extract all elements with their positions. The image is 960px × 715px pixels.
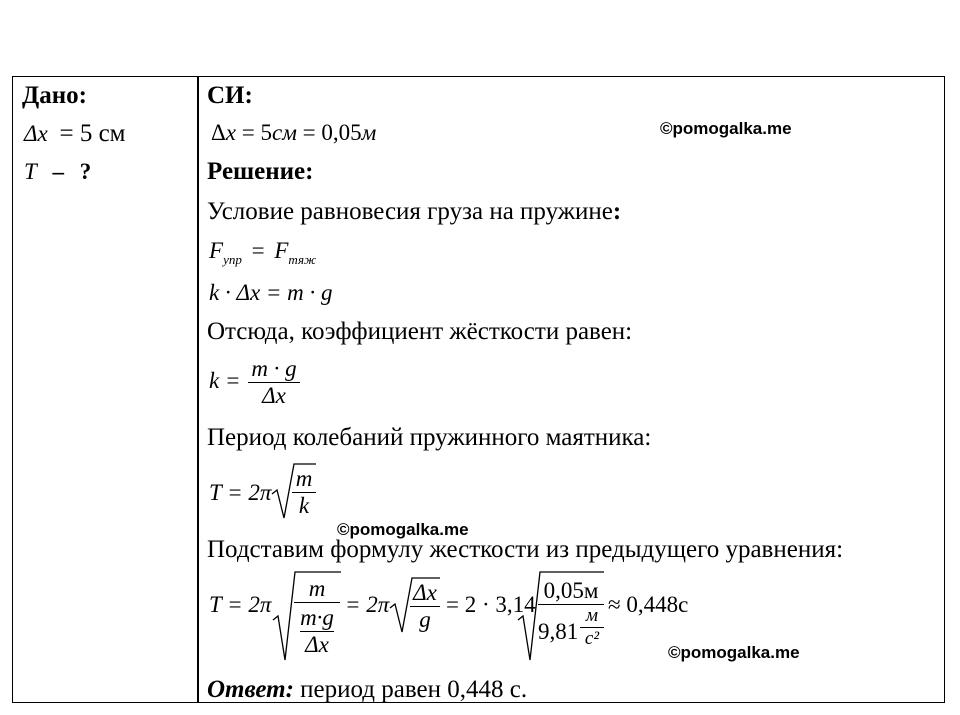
answer-label: Ответ:	[207, 676, 294, 703]
solution-line1	[207, 198, 621, 226]
watermark: ©pomogalka.me	[668, 643, 800, 662]
final-den3-num: м	[585, 605, 599, 627]
solution-line3: Период колебаний пружинного маятника:	[207, 424, 652, 451]
si-delta: Δ	[211, 120, 226, 145]
equation-period-num: m	[295, 466, 313, 491]
solution-line1-colon: :	[612, 198, 622, 225]
final-den2: g	[419, 607, 431, 633]
si-conversion	[211, 120, 376, 146]
answer-line	[207, 676, 527, 704]
given-unknown-dash: –	[52, 159, 65, 184]
equation-k-num: m · g	[251, 356, 297, 381]
given-unknown-symbol: T	[24, 159, 37, 184]
si-title: СИ:	[207, 82, 253, 109]
equation-forces	[209, 238, 316, 268]
final-num2: Δx	[413, 580, 437, 605]
answer-text: период равен 0,448 с.	[300, 676, 528, 703]
final-lhs: T = 2π	[209, 592, 272, 617]
given-delta-x-symbol: Δx	[24, 121, 48, 146]
column-divider	[197, 76, 199, 703]
final-eq-a: = 2π	[345, 592, 390, 617]
final-den3-a: 9,81	[538, 619, 579, 645]
equation-k-lhs: k =	[209, 368, 241, 393]
given-delta-x	[24, 120, 125, 148]
given-unknown-q: ?	[79, 159, 92, 184]
given-unknown	[24, 159, 91, 185]
force-symbol-right: F	[274, 238, 289, 263]
si-b: см	[272, 120, 297, 145]
final-inner-num: m·g	[300, 605, 334, 631]
final-num1: m	[308, 576, 326, 601]
si-c: = 0,05	[302, 120, 362, 145]
solution-line1-text: Условие равновесия груза на пружине	[207, 198, 613, 225]
final-num3: 0,05м	[543, 578, 599, 603]
watermark: ©pomogalka.me	[337, 520, 469, 539]
final-den3-units	[580, 605, 604, 650]
solution-line4: Подставим формулу жесткости из предыдущего уравнения:	[207, 536, 844, 563]
fraction-bar	[294, 602, 340, 603]
given-delta-x-value: = 5 см	[59, 120, 126, 147]
solution-line2: Отсюда, коэффициент жёсткости равен:	[207, 318, 633, 345]
equation-k-den: Δx	[262, 383, 286, 409]
equation-period-fraction	[292, 466, 316, 519]
final-result: ≈ 0,448с	[608, 592, 689, 617]
equation-hooke: k · Δx = m · g	[209, 280, 333, 305]
final-inner-den: Δx	[305, 632, 329, 658]
watermark: ©pomogalka.me	[660, 119, 792, 138]
final-den3-den: с²	[584, 628, 600, 650]
equation-period-lhs: T = 2π	[209, 480, 272, 505]
final-fraction3	[538, 578, 604, 655]
si-a: = 5	[241, 120, 272, 145]
final-den3	[538, 605, 604, 655]
final-big-fraction	[294, 576, 340, 658]
given-title: Дано:	[22, 82, 87, 109]
force-equals: =	[251, 238, 265, 263]
force-sub-right: тяж	[288, 252, 317, 267]
force-symbol-left: F	[209, 238, 224, 263]
solution-title: Решение:	[207, 158, 314, 185]
final-fraction2	[410, 580, 440, 633]
final-eq-b: = 2 · 3,14	[446, 592, 536, 617]
force-sub-left: упр	[223, 252, 242, 267]
si-d: м	[361, 120, 377, 145]
si-x: x	[225, 120, 237, 145]
equation-period-den: k	[298, 493, 310, 519]
equation-k-fraction	[248, 356, 300, 409]
